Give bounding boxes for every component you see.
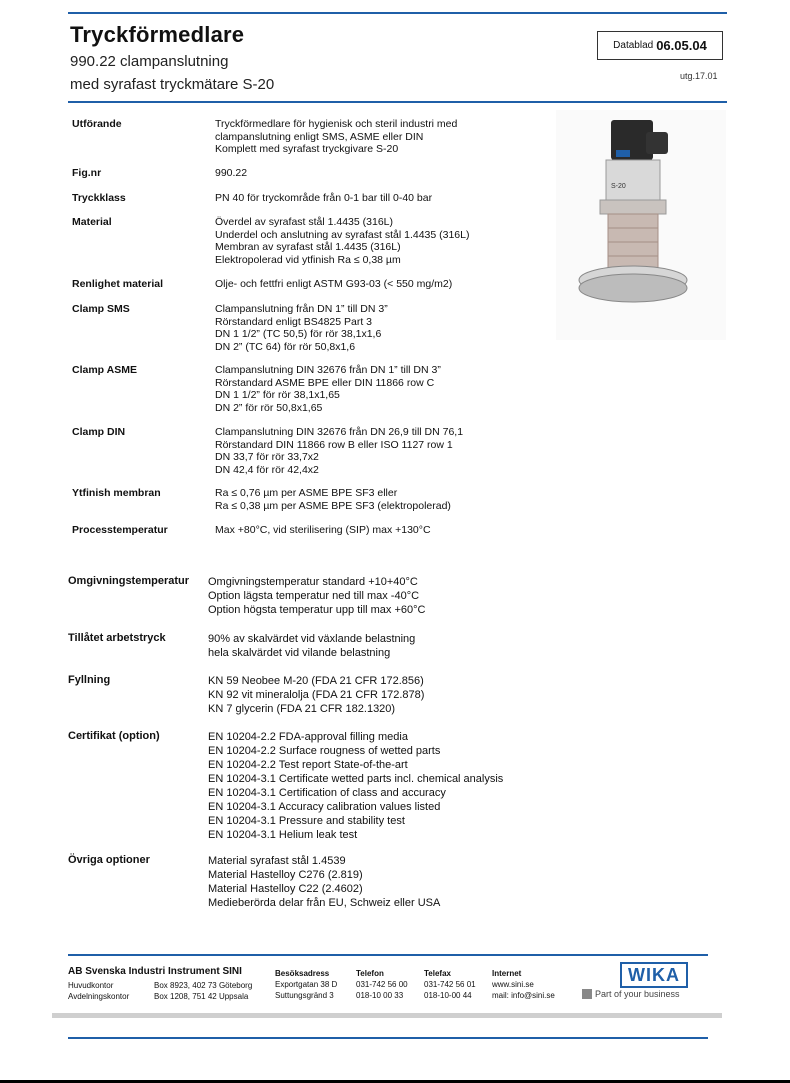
- datablad-number: 06.05.04: [656, 38, 707, 53]
- spec-value-line: Rörstandard DIN 11866 row B eller ISO 1127 row 1: [215, 438, 453, 451]
- office-label-branch: Avdelningskontor: [68, 992, 130, 1001]
- spec-value: [208, 854, 440, 910]
- spec-value-line: DN 1 1/2” för rör 38,1x1,65: [215, 389, 340, 401]
- office-box-branch: Box 1208, 751 42 Uppsala: [154, 992, 249, 1001]
- tagline-square-icon: [582, 989, 592, 999]
- spec-value-line: Material Hastelloy C22 (2.4602): [208, 883, 363, 895]
- product-label: S-20: [611, 183, 626, 190]
- spec-label: Clamp SMS: [72, 303, 130, 315]
- spec-value-line: Överdel av syrafast stål 1.4435 (316L): [215, 216, 394, 228]
- header-rule: [68, 101, 727, 103]
- spec-value: [215, 524, 431, 537]
- spec-label: Ytfinish membran: [72, 487, 161, 499]
- spec-value: [215, 192, 432, 205]
- spec-value-line: EN 10204-2.2 Surface rougness of wetted parts: [208, 745, 441, 757]
- subtitle-1: 990.22 clampanslutning: [70, 53, 229, 70]
- spec-label: Fyllning: [68, 674, 111, 686]
- office-labels: [68, 980, 129, 1002]
- spec-value: [208, 632, 415, 660]
- phone-head: Telefon: [356, 969, 384, 978]
- spec-value-line: Rörstandard ASME BPE eller DIN 11866 row C: [215, 376, 435, 389]
- spec-label: Processtemperatur: [72, 524, 168, 536]
- spec-value-line: 990.22: [215, 167, 248, 179]
- spec-value: [215, 118, 457, 156]
- spec-value-line: EN 10204-2.2 FDA-approval filling media: [208, 731, 408, 743]
- spec-value-line: DN 33,7 för rör 33,7x2: [215, 451, 319, 463]
- spec-value-line: DN 1 1/2” (TC 50,5) för rör 38,1x1,6: [215, 328, 382, 340]
- spec-label: Material: [72, 216, 112, 228]
- phone-column: [356, 968, 408, 1001]
- product-image: [556, 110, 726, 340]
- datablad-box: [597, 31, 723, 60]
- spec-value-line: Ra ≤ 0,38 µm per ASME BPE SF3 (elektropolerad): [215, 499, 451, 512]
- spec-value-line: EN 10204-3.1 Pressure and stability test: [208, 815, 405, 827]
- tagline-text: Part of your business: [595, 989, 680, 999]
- tagline: [582, 989, 680, 999]
- spec-value-line: DN 42,4 för rör 42,4x2: [215, 463, 319, 476]
- spec-label: Clamp ASME: [72, 364, 137, 376]
- spec-value-line: 90% av skalvärdet vid växlande belastning: [208, 633, 416, 645]
- pressure-transmitter-icon: [556, 110, 726, 340]
- address-2: Suttungsgränd 3: [275, 991, 334, 1000]
- spec-label: Tryckklass: [72, 192, 126, 204]
- bottom-rule: [68, 1037, 708, 1039]
- spec-label: Certifikat (option): [68, 730, 160, 742]
- wika-logo: WIKA: [620, 962, 688, 988]
- spec-value-line: EN 10204-3.1 Certificate wetted parts incl. chemical analysis: [208, 773, 504, 785]
- spec-value-line: EN 10204-3.1 Helium leak test: [208, 829, 358, 841]
- email-link[interactable]: mail: info@sini.se: [492, 991, 555, 1000]
- spec-label: Clamp DIN: [72, 426, 126, 438]
- spec-value: [208, 730, 503, 842]
- spec-value: [208, 575, 426, 617]
- spec-value-line: Olje- och fettfri enligt ASTM G93-03 (< 550 mg/m2): [215, 278, 453, 290]
- spec-value-line: KN 59 Neobee M-20 (FDA 21 CFR 172.856): [208, 675, 424, 687]
- spec-label: Renlighet material: [72, 278, 164, 290]
- web-head: Internet: [492, 969, 522, 978]
- spec-value-line: Omgivningstemperatur standard +10+40°C: [208, 576, 418, 588]
- top-rule: [68, 12, 727, 14]
- spec-value-line: Max +80°C, vid sterilisering (SIP) max +130°C: [215, 524, 431, 536]
- address-column: [275, 968, 337, 1001]
- office-boxes: [154, 980, 252, 1002]
- spec-value-line: KN 7 glycerin (FDA 21 CFR 182.1320): [208, 703, 396, 715]
- spec-value-line: Ra ≤ 0,76 µm per ASME BPE SF3 eller: [215, 487, 398, 499]
- phone-1: 031-742 56 00: [356, 980, 408, 989]
- spec-value-line: hela skalvärdet vid vilande belastning: [208, 647, 391, 659]
- spec-value: [215, 364, 441, 414]
- edition: utg.17.01: [680, 71, 718, 81]
- fax-column: [424, 968, 476, 1001]
- address-head: Besöksadress: [275, 969, 330, 978]
- spec-value-line: DN 2” för rör 50,8x1,65: [215, 401, 323, 414]
- spec-value: [215, 426, 463, 476]
- spec-value-line: DN 2” (TC 64) för rör 50,8x1,6: [215, 340, 356, 353]
- spec-value: [215, 167, 247, 180]
- spec-value-line: Clampanslutning DIN 32676 från DN 26,9 till DN 76,1: [215, 426, 464, 438]
- spec-value-line: KN 92 vit mineralolja (FDA 21 CFR 172.878): [208, 689, 425, 701]
- office-label-main: Huvudkontor: [68, 981, 114, 990]
- fax-head: Telefax: [424, 969, 451, 978]
- spec-value: [208, 674, 424, 716]
- spec-label: Fig.nr: [72, 167, 102, 179]
- website-link[interactable]: www.sini.se: [492, 980, 534, 989]
- spec-value: [215, 487, 451, 512]
- spec-label: Omgivningstemperatur: [68, 575, 190, 587]
- footer-grey-bar: [52, 1013, 722, 1018]
- spec-value-line: Material syrafast stål 1.4539: [208, 855, 346, 867]
- spec-value-line: EN 10204-2.2 Test report State-of-the-art: [208, 759, 408, 771]
- spec-label: Utförande: [72, 118, 122, 130]
- spec-value-line: Material Hastelloy C276 (2.819): [208, 869, 363, 881]
- page-title: Tryckförmedlare: [70, 22, 245, 47]
- spec-value-line: Elektropolerad vid ytfinish Ra ≤ 0,38 µm: [215, 253, 401, 266]
- phone-2: 018-10 00 33: [356, 991, 404, 1000]
- office-box-main: Box 8923, 402 73 Göteborg: [154, 981, 253, 990]
- spec-value-line: Underdel och anslutning av syrafast stål 1.4435 (316L): [215, 228, 470, 241]
- subtitle-2: med syrafast tryckmätare S-20: [70, 76, 275, 93]
- spec-value-line: Option högsta temperatur upp till max +60°C: [208, 604, 426, 616]
- spec-value-line: Tryckförmedlare för hygienisk och steril industri med: [215, 118, 458, 130]
- datablad-label: Datablad: [613, 40, 654, 51]
- spec-value-line: Option lägsta temperatur ned till max -40°C: [208, 590, 420, 602]
- spec-value: [215, 303, 388, 353]
- spec-value: [215, 278, 452, 291]
- spec-value-line: Rörstandard enligt BS4825 Part 3: [215, 315, 373, 328]
- footer-rule: [68, 954, 708, 956]
- fax-2: 018-10-00 44: [424, 991, 472, 1000]
- spec-value-line: Clampanslutning DIN 32676 från DN 1” till DN 3”: [215, 364, 441, 376]
- spec-label: Övriga optioner: [68, 854, 150, 866]
- spec-value-line: EN 10204-3.1 Certification of class and accuracy: [208, 787, 446, 799]
- spec-value: [215, 216, 470, 266]
- spec-value-line: Komplett med syrafast tryckgivare S-20: [215, 143, 399, 155]
- spec-value-line: PN 40 för tryckområde från 0-1 bar till 0-40 bar: [215, 192, 433, 204]
- company-name: AB Svenska Industri Instrument SINI: [68, 966, 242, 977]
- spec-value-line: Clampanslutning från DN 1” till DN 3”: [215, 303, 388, 315]
- address-1: Exportgatan 38 D: [275, 980, 338, 989]
- spec-value-line: clampanslutning enligt SMS, ASME eller DIN: [215, 130, 424, 143]
- spec-value-line: Medieberörda delar från EU, Schweiz eller USA: [208, 897, 441, 909]
- spec-label: Tillåtet arbetstryck: [68, 632, 166, 644]
- web-column: [492, 968, 555, 1001]
- fax-1: 031-742 56 01: [424, 980, 476, 989]
- spec-value-line: Membran av syrafast stål 1.4435 (316L): [215, 241, 401, 253]
- spec-value-line: EN 10204-3.1 Accuracy calibration values listed: [208, 801, 441, 813]
